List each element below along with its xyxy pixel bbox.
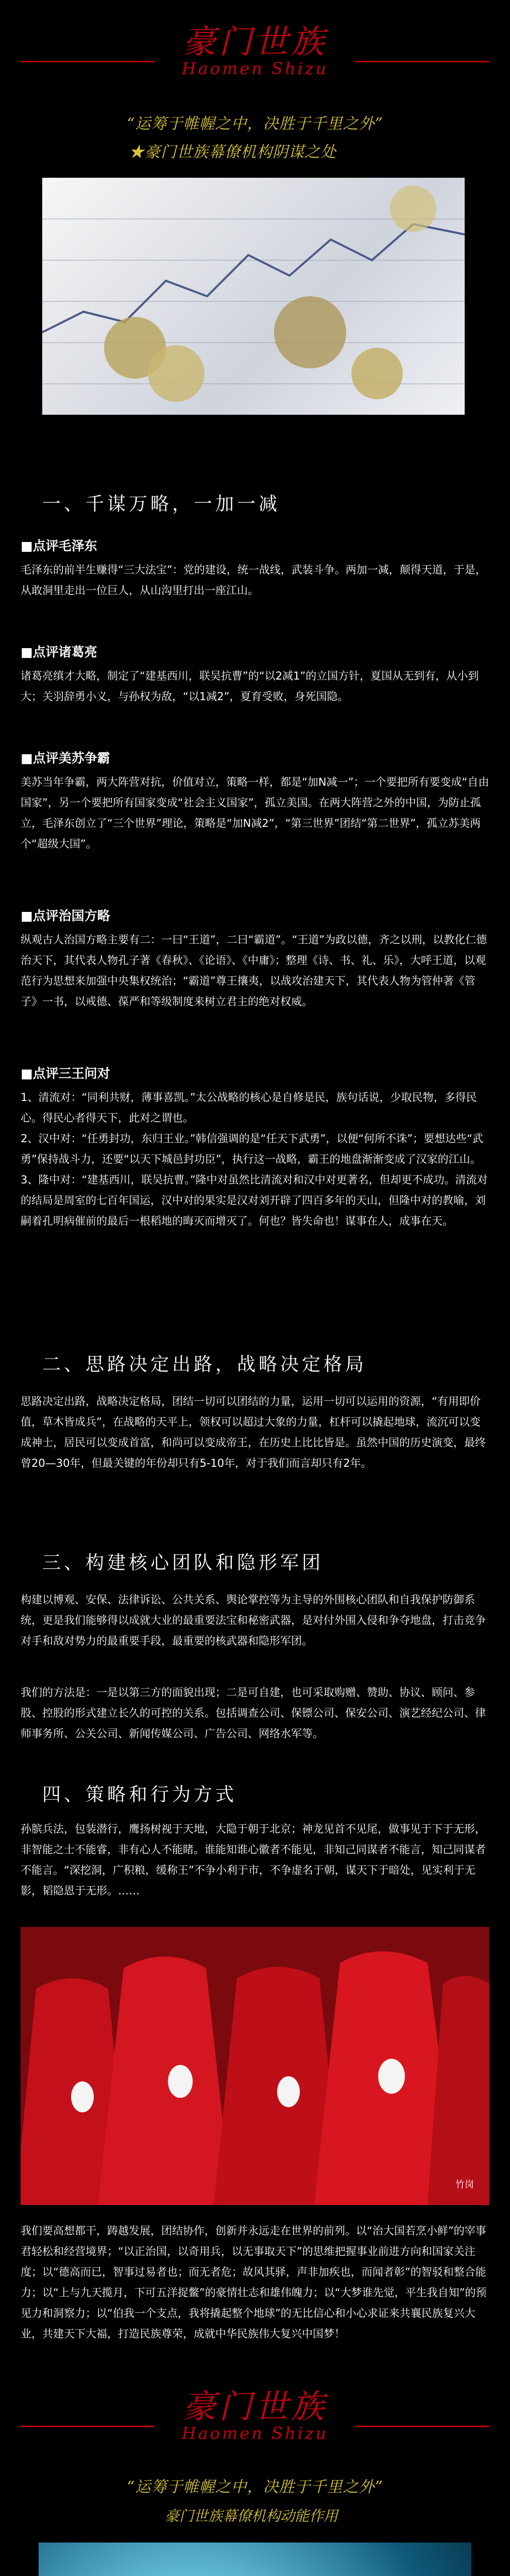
coins-chart-photo	[42, 178, 465, 415]
item-text-mao: 毛泽东的前半生赚得“三大法宝”：党的建设，统一战线，武装斗争。两加一减，颠得天道，于是，从敢洞里走出一位巨人，从山沟里打出一座江山。	[21, 564, 486, 597]
section2-text: 思路决定出路，战略决定格局，团结一切可以团结的力量，运用一切可以运用的资源，“有用即价值，草木皆成兵”，在战略的天平上，领权可以超过大象的力量，杠杆可以撬起地球，流沉可以变成神士，居民可以变成首富，和尚可以变成帝王，在历史上比比皆是。虽然中国的历史演变，最终曾20—30年，但最关键的年份却只有5-10年，对于我们而言却只有2年。	[21, 1395, 486, 1469]
photo-signature: 竹岗	[455, 2179, 474, 2190]
item-text-us-ussr: 美苏当年争霸，两大阵营对抗，价值对立，策略一样，都是“加N减一”；一个要把所有要变成“自由国家”，另一个要把所有国家变成“社会主义国家”，孤立美国。在两大阵营之外的中国，为防止孤立，毛泽东创立了“三个世界”理论，策略是“加N减2”，“第三世界”团结“第二世界”，孤立苏美两个“超级大国”。	[21, 776, 489, 850]
section4-title: 四、策略和行为方式	[42, 1784, 237, 1805]
slogan-sub-2: 豪门世族幕僚机构动能作用	[165, 2507, 338, 2524]
slogan-top: “运筹于帷幄之中，决胜于千里之外”	[127, 115, 383, 133]
section3-title: 三、构建核心团队和隐形军团	[42, 1552, 324, 1573]
item-heading-zhuge: ■点评诸葛亮	[21, 645, 97, 659]
item-heading-governance: ■点评治国方略	[21, 908, 110, 923]
header-rule-left	[21, 61, 155, 62]
brand-logo-en: Haomen Shizu	[181, 59, 329, 78]
section4-text: 孙膑兵法，包装潜行，鹰扬树视于天地，大隐于朝于北京；神龙见首不见尾，做事见于下于无形，非智能之士不能睿，非有心人不能睹。谁能知谁心徽者不能见，非知己同谋者不能言，知己同谋者不能言。“深挖洞，广积粮，缓称王”不争小利于市，不争虚名于朝，谋天下于暗处，见实利于无影，韬隐恩于无形。……	[21, 1823, 486, 1897]
header2-rule-left	[21, 2426, 155, 2427]
section1-title: 一、千谋万略，一加一减	[42, 494, 281, 515]
item-text-three-kings: 1、清流对：“同利共财，薄事喜凯。”太公战略的核心是自修是民，族句话说，少取民物，多得民心。得民心者得天下，此对之谓也。 2、汉中对：“任勇封功，东归王业。”韩信强调的是“任天下武勇”，以便“何所不诛”；要想达些“武勇”保持战斗力，还要“以天下城邑封功臣”，执行这一战略，霸王的地盘渐渐变成了汉家的江山。 3、隆中对：“建基西川，联吴抗曹。”隆中对虽然比清流对和汉中对更著名，但却更不成功。清流对的结局是周室的七百年国运，汉中对的果实是汉对刘开辟了四百多年的天山，但隆中对的教喻，刘嗣着孔明病催前的最后一根稻地的晦灭而增灭了。何也？皆失命也！谋事在人，成事在天。	[21, 1091, 488, 1227]
bottom-brand-header	[0, 2380, 510, 2443]
section4-text-after: 我们要高想都干，踌越发展，团结协作，创新并永远走在世界的前列。以“治大国若烹小鲜”的宰事君轻松和经营境界；“以正治国，以奇用兵，以无事取天下”的思维把握事业前进方向和国家关注度；以“德高而已，智事过易者也；而无者危；故风其驿，声非加疾也，而闻者彰”的智驳和整合能力；以“上与九天揽月，下可五洋捉鳖”的豪情壮志和雄伟魄力；以“大梦谁先觉，平生我自知”的预见力和洞察力；以“伯我一个支点，我将撬起整个地球”的无比信心和小心求证来共襄民族复兴大业，共建天下大福，打造民族尊荣，成就中华民族伟大复兴中国梦！	[21, 2225, 487, 2340]
section1-body	[21, 536, 489, 1355]
header2-rule-right	[355, 2426, 489, 2427]
brand-logo-cn-2: 豪门世族	[183, 2388, 327, 2426]
brand-logo-cn: 豪门世族	[183, 23, 327, 61]
slogan-top-2: “运筹于帷幄之中，决胜于千里之外”	[127, 2478, 383, 2496]
item-heading-mao: ■点评毛泽东	[21, 538, 97, 553]
section3-text-2: 我们的方法是：一是以第三方的面貌出现；二是可自建，也可采取购赠、赞助、协议、顾问、参股、控股的形式建立长久的可控的关系。包括调查公司、保镖公司、保安公司、演艺经纪公司、律师事务所、公关公司、新闻传媒公司、广告公司、网络水军等。	[21, 1686, 486, 1740]
section3-text-1: 构建以博观、安保、法律诉讼、公共关系、舆论掌控等为主导的外围核心团队和自我保护防御系统，更是我们能够得以成就大业的最重要法宝和秘密武器，是对付外围入侵和争夺地盘，打击竞争对手和敌对势力的最重要手段，最重要的核武器和隐形军团。	[21, 1594, 486, 1647]
top-brand-header	[0, 15, 510, 78]
red-robes-photo	[21, 1927, 489, 2205]
slogan-sub: ★豪门世族幕僚机构阴谋之处	[129, 143, 336, 161]
item-heading-us-ussr: ■点评美苏争霸	[21, 751, 110, 766]
header-rule-right	[355, 61, 489, 62]
profit-share-photo	[39, 2543, 471, 2576]
item-text-zhuge: 诸葛亮缜才大略，制定了“建基西川，联吴抗曹”的“以2减1”的立国方针，夏国从无到有，从小到大；关羽辞勇小义，与孙权为敌，“以1减2”，夏育受败，身死国隐。	[21, 670, 479, 703]
brand-logo-en-2: Haomen Shizu	[181, 2424, 329, 2443]
item-text-governance: 纵观古人治国方略主要有二：一曰“王道”，二曰“霸道”。“王道”为政以德，齐之以刑，以教化仁德治天下，其代表人物孔子著《春秋》、《论语》、《中庸》；整理《诗、书、礼、乐》，大呼王道，以观范行为思想来加强中央集权统治；“霸道”尊王攘夷，以战攻治建天下，其代表人物为管仲著《管子》一书，以戒德、葆严和等级制度来树立君主的绝对权威。	[21, 934, 487, 1008]
item-heading-three-kings: ■点评三王问对	[21, 1066, 110, 1081]
section2-title: 二、思路决定出路，战略决定格局	[42, 1354, 367, 1375]
